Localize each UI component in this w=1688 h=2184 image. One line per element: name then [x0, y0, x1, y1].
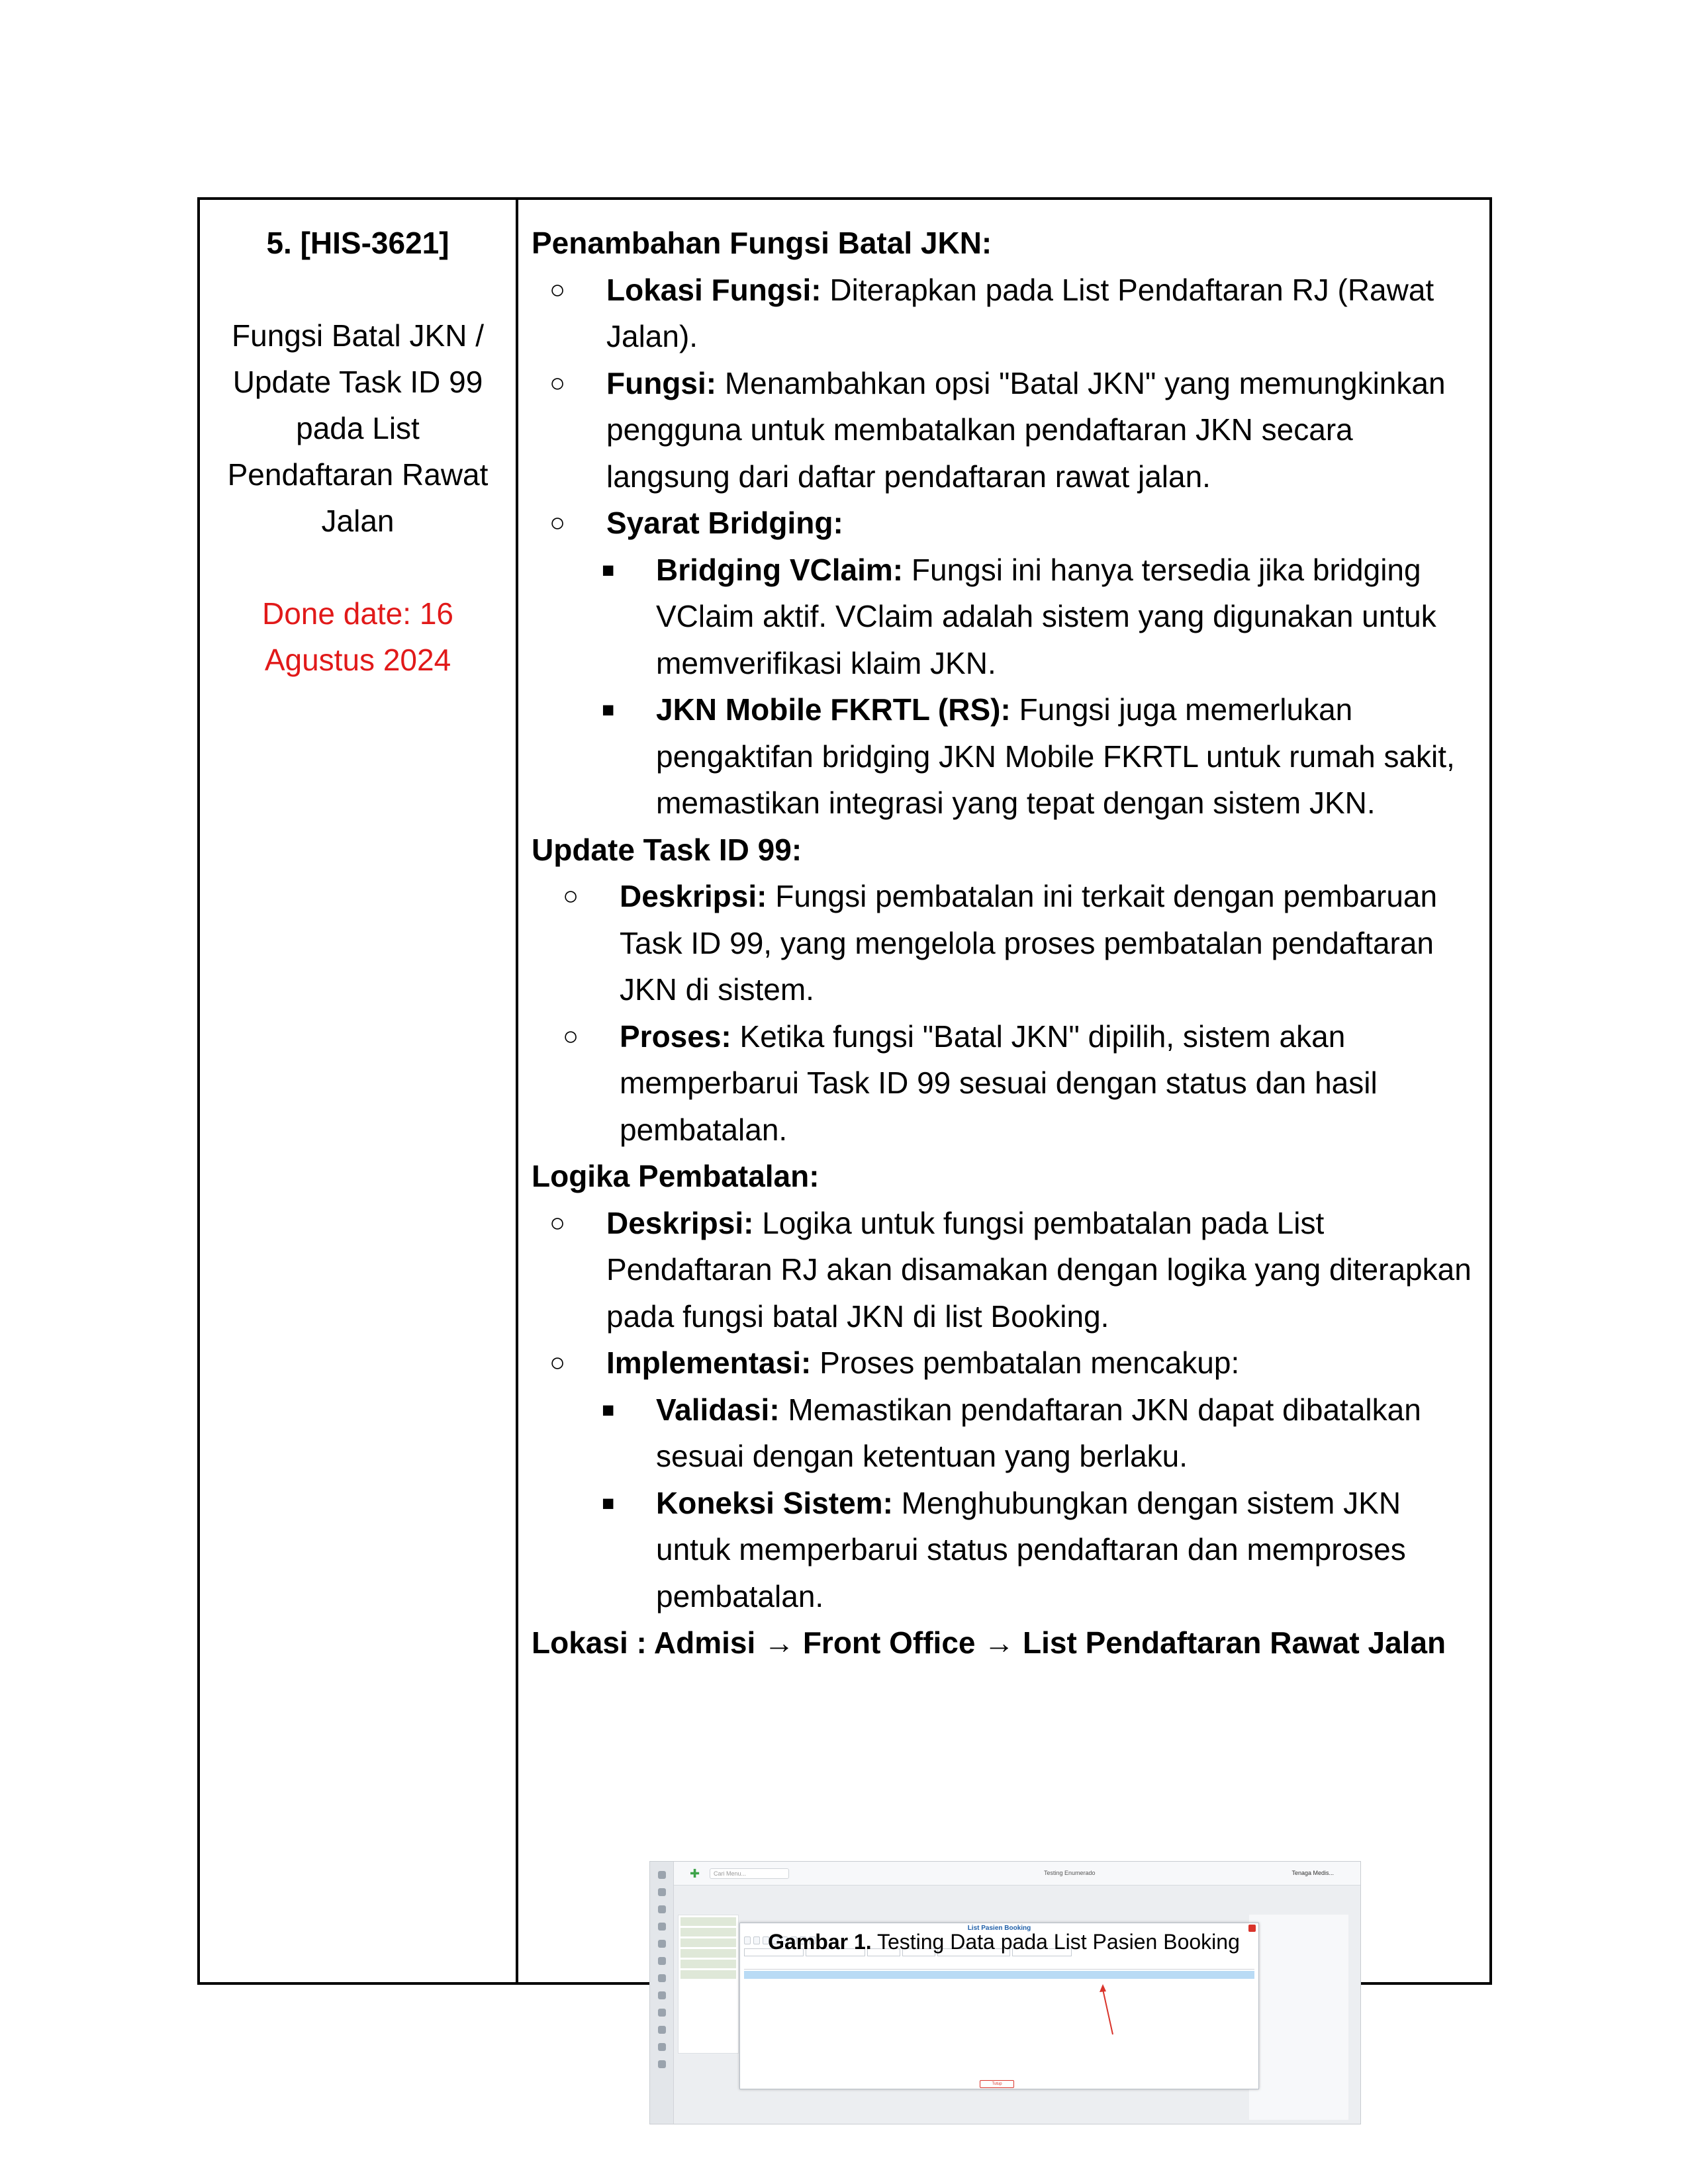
- circle-bullet-icon: ○: [549, 275, 566, 304]
- list-item-deskripsi-logika: ○ Deskripsi: Logika untuk fungsi pembatalan pada List Pendaftaran RJ akan disamakan dengan logika yang diterapkan pada fungsi batal JKN di list Booking.: [532, 1200, 1476, 1340]
- sidebar-icon[interactable]: [658, 2043, 666, 2051]
- section-heading-penambahan: Penambahan Fungsi Batal JKN:: [532, 226, 992, 260]
- list-item-bridging-vclaim: ■ Bridging VClaim: Fungsi ini hanya tersedia jika bridging VClaim aktif. VClaim adalah sistem yang digunakan untuk memverifikasi klaim JKN.: [532, 547, 1476, 687]
- description-cell: [518, 200, 1489, 1982]
- sidebar-icon[interactable]: [658, 1888, 666, 1896]
- circle-bullet-icon: ○: [563, 1021, 579, 1051]
- sidebar-icon[interactable]: [658, 1974, 666, 1982]
- list-item-lokasi-fungsi: ○ Lokasi Fungsi: Diterapkan pada List Pendaftaran RJ (Rawat Jalan).: [532, 267, 1476, 360]
- list-item-deskripsi-task: ○ Deskripsi: Fungsi pembatalan ini terkait dengan pembaruan Task ID 99, yang mengelola proses pembatalan pendaftaran JKN di sistem.: [532, 873, 1476, 1013]
- circle-bullet-icon: ○: [549, 368, 566, 398]
- user-name[interactable]: Tenaga Medis...: [1291, 1870, 1334, 1876]
- sidebar-icon[interactable]: [658, 2026, 666, 2034]
- list-item-koneksi-sistem: ■ Koneksi Sistem: Menghubungkan dengan sistem JKN untuk memperbarui status pendaftaran dan memproses pembatalan.: [532, 1480, 1476, 1620]
- ticket-cell: [200, 200, 518, 1982]
- menu-search-input[interactable]: Cari Menu...: [710, 1868, 789, 1879]
- sidebar-icon[interactable]: [658, 1871, 666, 1879]
- list-item-syarat-bridging: ○ Syarat Bridging:: [532, 500, 1476, 547]
- app-sidebar: [650, 1862, 674, 2124]
- document-table: [197, 197, 1492, 2086]
- ticket-title: Fungsi Batal JKN / Update Task ID 99 pada List Pendaftaran Rawat Jalan: [227, 318, 489, 538]
- list-item-validasi: ■ Validasi: Memastikan pendaftaran JKN dapat dibatalkan sesuai dengan ketentuan yang berlaku.: [532, 1387, 1476, 1480]
- done-date: Done date: 16 Agustus 2024: [261, 596, 453, 677]
- circle-bullet-icon: ○: [549, 1348, 566, 1377]
- list-item-proses: ○ Proses: Ketika fungsi "Batal JKN" dipilih, sistem akan memperbarui Task ID 99 sesuai dengan status dan hasil pembatalan.: [532, 1013, 1476, 1154]
- ticket-id: 5. [HIS-3621]: [266, 226, 449, 260]
- app-title: Testing Enumerado: [1044, 1870, 1096, 1876]
- square-bullet-icon: ■: [602, 698, 615, 721]
- sidebar-icon[interactable]: [658, 1905, 666, 1913]
- app-logo-icon: ✚: [690, 1867, 700, 1880]
- section-heading-logika: Logika Pembatalan:: [532, 1159, 820, 1193]
- screenshot-list-pasien-booking: [649, 1861, 1361, 2124]
- sidebar-icon[interactable]: [658, 1991, 666, 1999]
- modal-title: List Pasien Booking: [967, 1925, 1031, 1932]
- square-bullet-icon: ■: [602, 1490, 615, 1515]
- figure-caption: Gambar 1. Testing Data pada List Pasien Booking: [768, 1930, 1240, 1954]
- status-legend: [744, 2070, 1254, 2078]
- sidebar-icon[interactable]: [658, 1957, 666, 1965]
- app-topbar: [650, 1862, 1360, 1886]
- circle-bullet-icon: ○: [549, 1208, 566, 1238]
- list-item-jkn-mobile: ■ JKN Mobile FKRTL (RS): Fungsi juga memerlukan pengaktifan bridging JKN Mobile FKRTL untuk rumah sakit, memastikan integrasi yang tepat dengan sistem JKN.: [532, 686, 1476, 827]
- circle-bullet-icon: ○: [549, 508, 566, 537]
- sidebar-icon[interactable]: [658, 2009, 666, 2017]
- section-heading-update-task: Update Task ID 99:: [532, 832, 802, 867]
- sidebar-icon[interactable]: [658, 2060, 666, 2068]
- square-bullet-icon: ■: [602, 1397, 615, 1422]
- list-item-implementasi: ○ Implementasi: Proses pembatalan mencakup:: [532, 1340, 1476, 1387]
- lokasi-path: Lokasi : Admisi → Front Office → List Pendaftaran Rawat Jalan: [532, 1625, 1446, 1660]
- circle-bullet-icon: ○: [563, 882, 579, 911]
- list-item-fungsi: ○ Fungsi: Menambahkan opsi "Batal JKN" yang memungkinkan pengguna untuk membatalkan pendaftaran JKN secara langsung dari daftar pendaftaran rawat jalan.: [532, 360, 1476, 500]
- square-bullet-icon: ■: [602, 557, 615, 582]
- tutup-button[interactable]: Tutup: [980, 2080, 1014, 2088]
